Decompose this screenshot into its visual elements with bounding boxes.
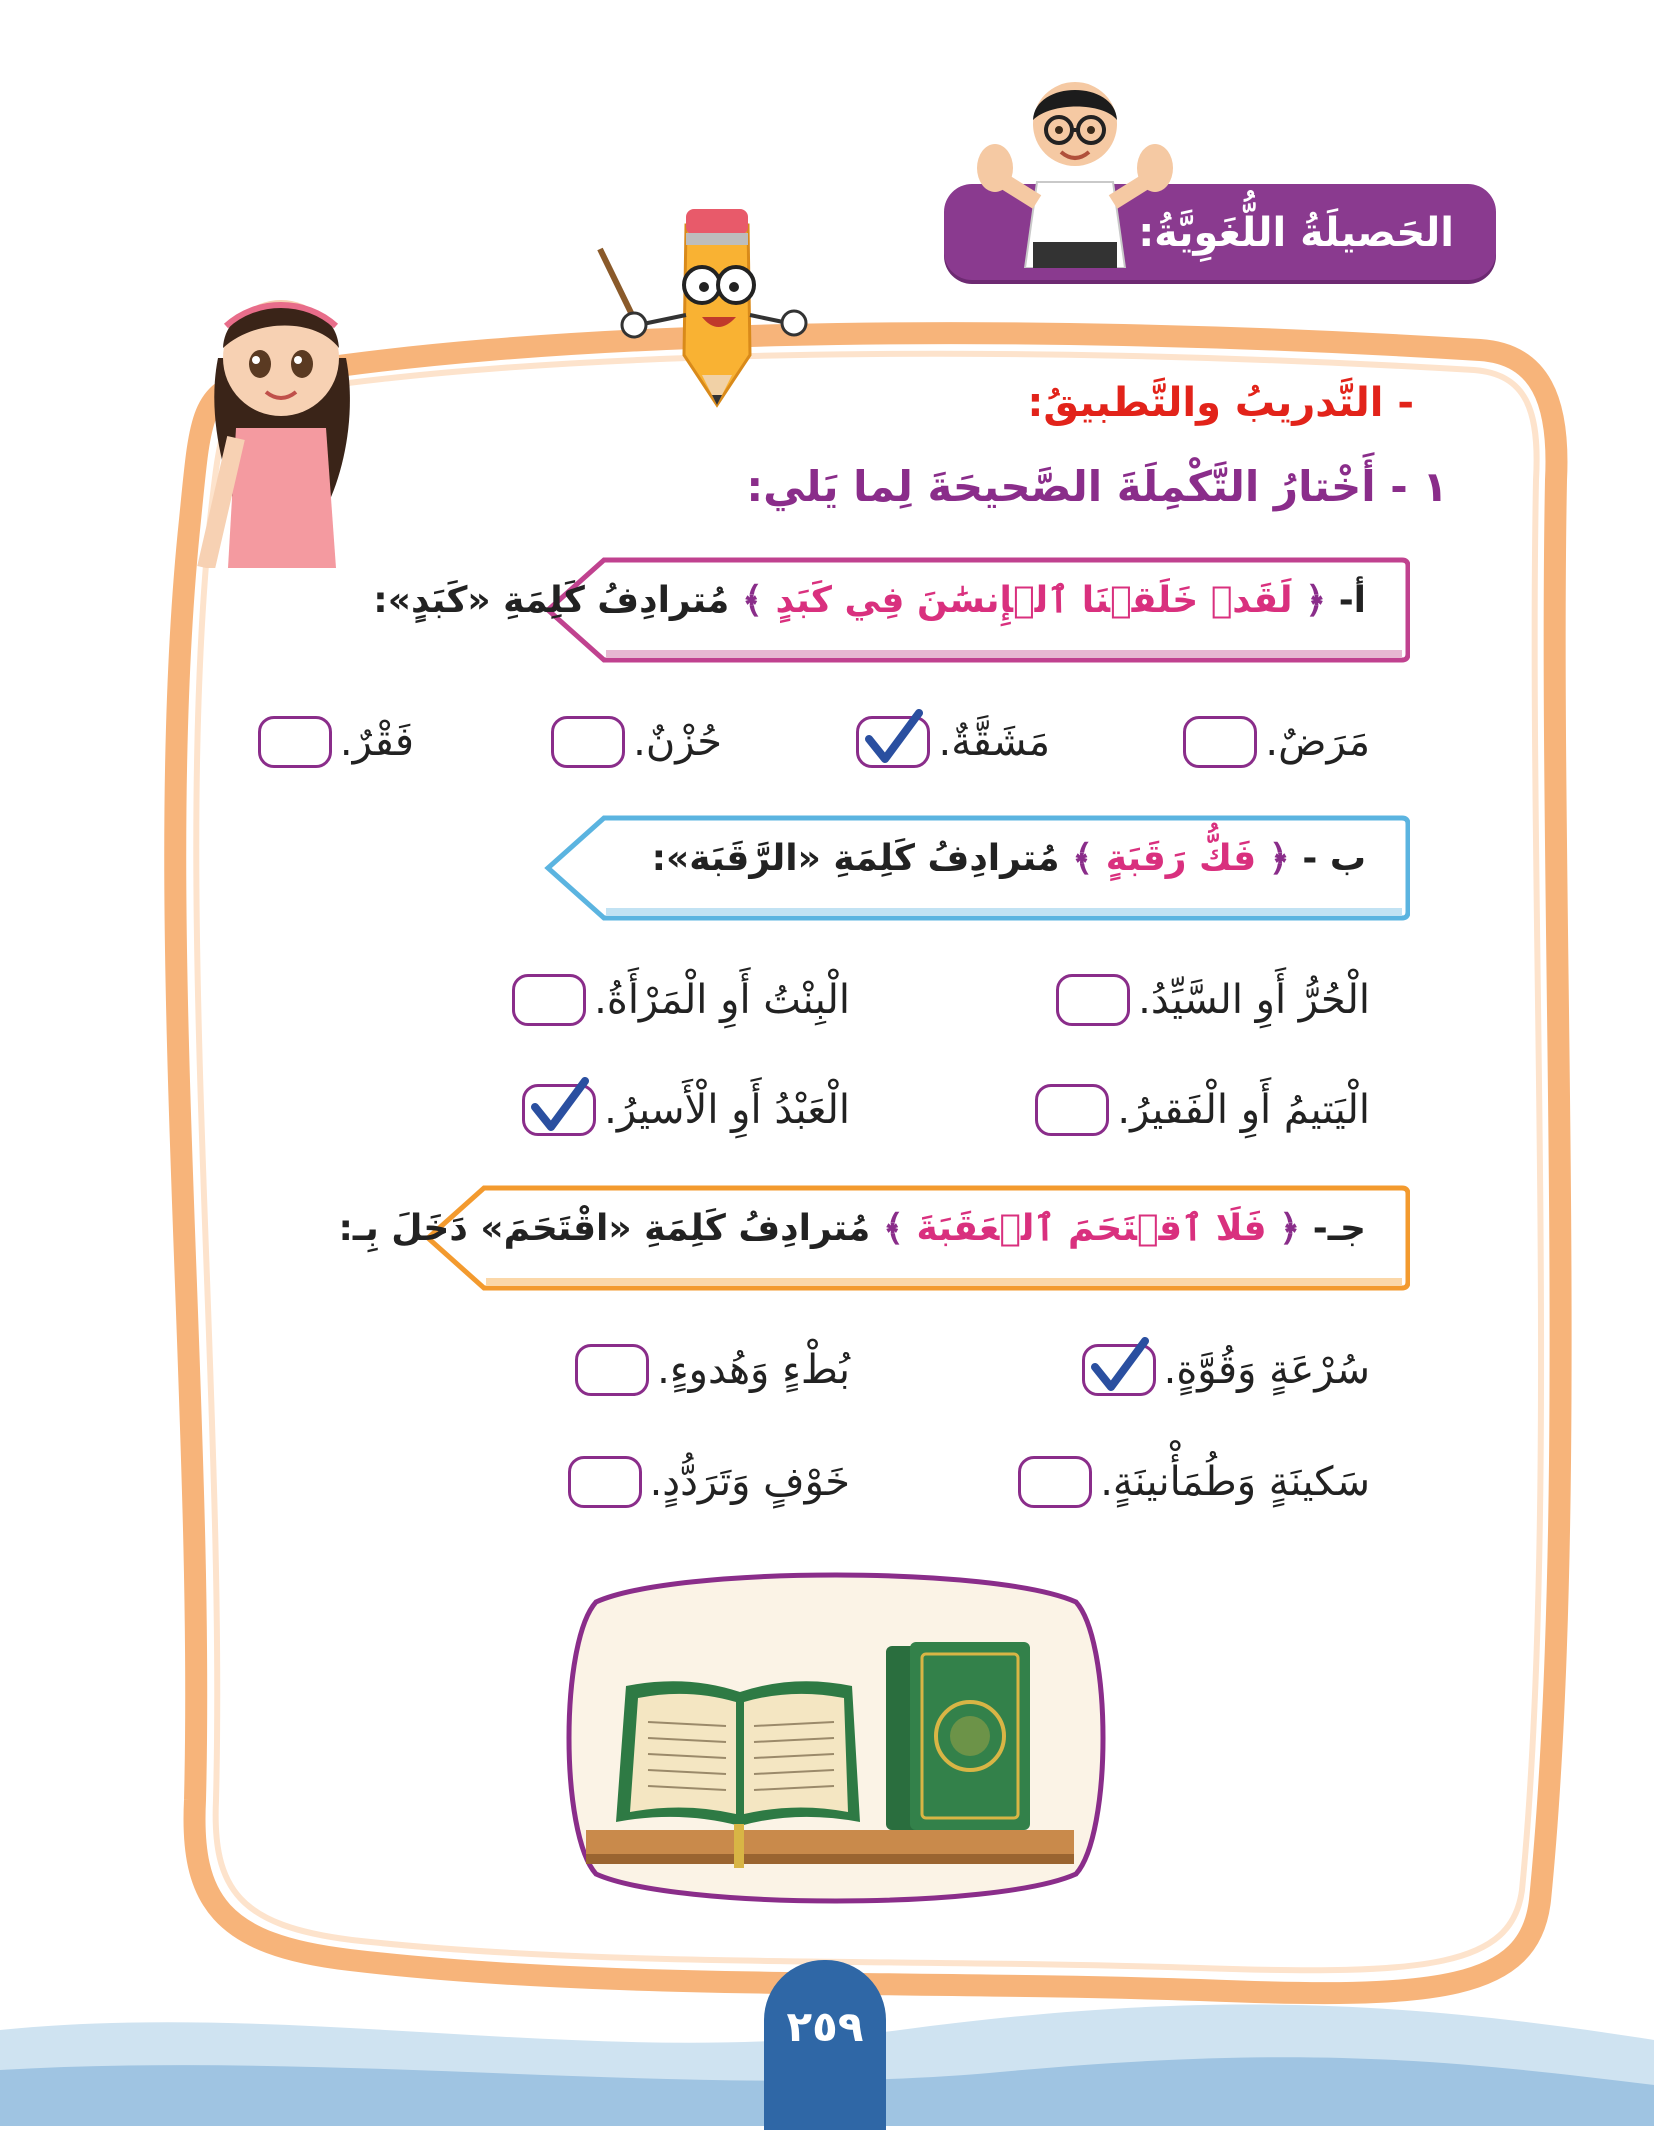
- option-a4[interactable]: [258, 716, 414, 768]
- option-label: حُزْنٌ.: [633, 719, 722, 765]
- option-a3[interactable]: [551, 716, 722, 768]
- question-b-banner: [544, 814, 1410, 914]
- option-b4[interactable]: [522, 1084, 850, 1136]
- option-label: الْبِنْتُ أَوِ الْمَرْأَةُ.: [594, 977, 850, 1023]
- checkbox[interactable]: [551, 716, 625, 768]
- option-label: مَشَقَّةٌ.: [938, 719, 1050, 765]
- option-a2[interactable]: [856, 716, 1050, 768]
- ornament-close-icon: ﴾: [1072, 838, 1094, 879]
- question-c-quote: فَلَا ٱقۡتَحَمَ ٱلۡعَقَبَةَ: [916, 1208, 1267, 1249]
- ornament-open-icon: ﴿: [1268, 838, 1290, 879]
- question-b-text: [652, 838, 1366, 879]
- checkbox-checked[interactable]: [522, 1084, 596, 1136]
- option-b3[interactable]: [1035, 1084, 1370, 1136]
- question-a-quote: لَقَدۡ خَلَقۡنَا ٱلۡإِنسَٰنَ فِي كَبَدٍ: [775, 580, 1293, 621]
- question-c-label: جـ-: [1312, 1208, 1366, 1249]
- checkbox[interactable]: [568, 1456, 642, 1508]
- option-label: الْيَتيمُ أَوِ الْفَقيرُ.: [1117, 1087, 1370, 1133]
- option-c3[interactable]: [1018, 1456, 1370, 1508]
- ornament-open-icon: ﴿: [1279, 1208, 1301, 1249]
- checkbox[interactable]: [258, 716, 332, 768]
- check-icon: [1089, 1337, 1149, 1397]
- question-c-prompt: مُترادِفُ كَلِمَةِ «اقْتَحَمَ» دَخَلَ بِـ:: [338, 1208, 871, 1249]
- option-label: فَقْرٌ.: [339, 719, 414, 765]
- ornament-open-icon: ﴿: [1305, 580, 1327, 621]
- option-label: الْعَبْدُ أَوِ الْأَسيرُ.: [604, 1087, 850, 1133]
- option-c4[interactable]: [568, 1456, 850, 1508]
- ornament-close-icon: ﴾: [882, 1208, 904, 1249]
- question-b-label: ب -: [1302, 838, 1366, 879]
- header-title: الحَصيلَةُ اللُّغَوِيَّةُ:: [1138, 210, 1454, 256]
- checkbox-checked[interactable]: [856, 716, 930, 768]
- checkbox-checked[interactable]: [1082, 1344, 1156, 1396]
- boy-illustration: [975, 72, 1175, 268]
- question-a-prompt: مُترادِفُ كَلِمَةِ «كَبَدٍ»:: [373, 580, 730, 621]
- option-label: خَوْفٍ وَتَرَدُّدٍ.: [649, 1459, 850, 1505]
- check-icon: [529, 1077, 589, 1137]
- question-c-banner: [338, 1184, 1410, 1284]
- option-label: سُرْعَةٍ وَقُوَّةٍ.: [1163, 1347, 1370, 1393]
- checkbox[interactable]: [1056, 974, 1130, 1026]
- option-label: سَكينَةٍ وَطُمَأْنينَةٍ.: [1100, 1459, 1370, 1505]
- checkbox[interactable]: [512, 974, 586, 1026]
- section-heading: - التَّدريبُ والتَّطبيقُ:: [1027, 380, 1414, 426]
- option-c1[interactable]: [1082, 1344, 1370, 1396]
- option-label: بُطْءٍ وَهُدوءٍ.: [657, 1347, 850, 1393]
- pencil-mascot-illustration: [590, 205, 820, 415]
- question-a-banner: [373, 556, 1410, 656]
- checkbox[interactable]: [1035, 1084, 1109, 1136]
- checkbox[interactable]: [1183, 716, 1257, 768]
- checkbox[interactable]: [575, 1344, 649, 1396]
- option-a1[interactable]: [1183, 716, 1370, 768]
- girl-illustration: [196, 278, 366, 568]
- question-b-quote: فَكُّ رَقَبَةٍ: [1105, 838, 1257, 879]
- question-a-label: أ-: [1338, 580, 1366, 621]
- question-a-text: [373, 580, 1366, 621]
- question-c-text: [339, 1208, 1366, 1249]
- option-b2[interactable]: [512, 974, 850, 1026]
- question-b-prompt: مُترادِفُ كَلِمَةِ «الرَّقَبَة»:: [651, 838, 1060, 879]
- exercise-instruction: ١ - أَخْتارُ التَّكْمِلَةَ الصَّحيحَةَ لِما يَلي:: [746, 462, 1448, 511]
- quran-books-illustration: [556, 1562, 1116, 1914]
- ornament-close-icon: ﴾: [741, 580, 763, 621]
- page-number: ٢٥٩: [786, 2002, 864, 2051]
- checkbox[interactable]: [1018, 1456, 1092, 1508]
- option-b1[interactable]: [1056, 974, 1370, 1026]
- check-icon: [863, 709, 923, 769]
- option-label: مَرَضٌ.: [1265, 719, 1370, 765]
- option-label: الْحُرُّ أَوِ السَّيِّدُ.: [1138, 977, 1370, 1023]
- option-c2[interactable]: [575, 1344, 850, 1396]
